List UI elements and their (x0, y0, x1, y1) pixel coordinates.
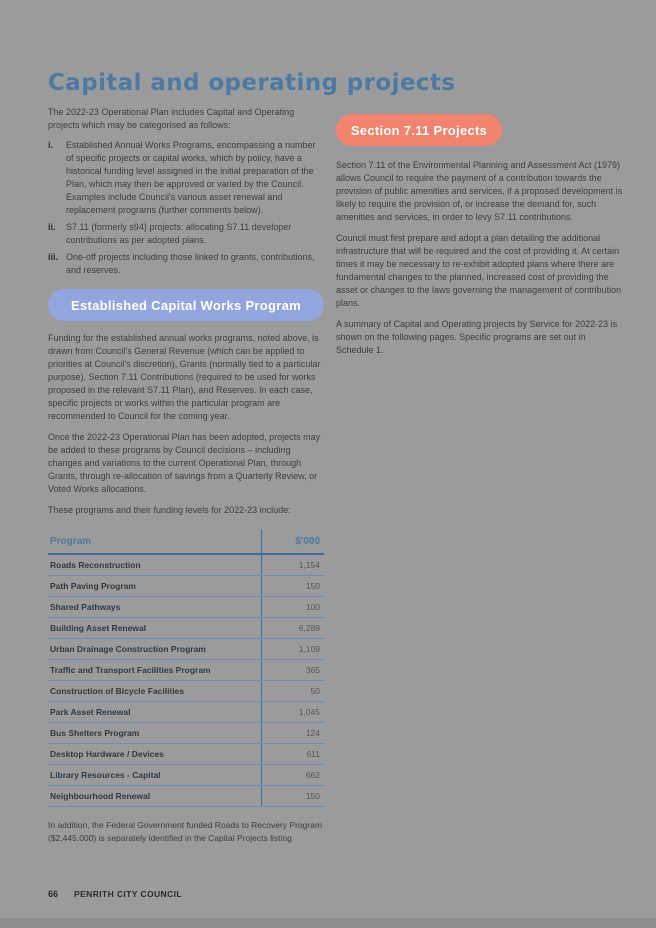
program-name: Traffic and Transport Facilities Program (50, 665, 211, 675)
list-item (48, 221, 324, 247)
program-name: Roads Reconstruction (50, 560, 141, 570)
program-name: Construction of Bicycle Facilities (50, 686, 185, 696)
table-header-amount: $'000 (261, 529, 324, 553)
program-amount: 365 (261, 660, 324, 680)
table-row (48, 744, 324, 765)
table-header-row (48, 529, 324, 555)
table-row (48, 555, 324, 576)
footer-org-name: PENRITH CITY COUNCIL (74, 889, 182, 899)
program-amount: 124 (261, 723, 324, 743)
table-row (48, 618, 324, 639)
badge-label: Section 7.11 Projects (350, 122, 488, 138)
table-header-program: Program (50, 535, 92, 547)
roads-to-recovery-note: In addition, the Federal Government funded Roads to Recovery Program ($2,445,000) is separately identified in the Capital Projects listing (48, 820, 323, 843)
adoption-paragraph: Once the 2022-23 Operational Plan has been adopted, projects may be added to these programs by Council decisions – including changes and variations to the current Operational Plan, through Grants, through re-allocation of savings from a Quarterly Review, or Voted Works allocations. (48, 432, 321, 494)
list-item-text: One-off projects including those linked to grants, contributions, and reserves. (66, 252, 315, 275)
established-capital-works-badge (48, 289, 324, 321)
right-column (336, 114, 624, 357)
program-name: Library Resources - Capital (50, 770, 161, 780)
table-row (48, 723, 324, 744)
footer-page-number: 66 (48, 889, 59, 899)
program-amount: 1,154 (261, 555, 324, 575)
intro-paragraph: The 2022-23 Operational Plan includes Capital and Operating projects which may be categorised as follows: (48, 107, 295, 130)
program-amount: 50 (261, 681, 324, 701)
table-row (48, 660, 324, 681)
page-footer (48, 889, 182, 899)
table-row (48, 639, 324, 660)
funding-paragraph: Funding for the established annual works programs, noted above, is drawn from Council's General Revenue (which can be applied to priorities at Council's discretion), Grants (normally tied to a particular purpose), Section 7.11 Contributions (required to be used for works proposed in the relevant S7.11 Plan), and Reserves. In each case, specific projects or works within the particular program are recommended to Council for the coming year. (48, 333, 321, 421)
section-711-projects-badge (336, 114, 502, 146)
table-row (48, 597, 324, 618)
program-amount: 1,109 (261, 639, 324, 659)
table-row (48, 576, 324, 597)
left-column (48, 106, 324, 844)
table-lead-in: These programs and their funding levels for 2022-23 include: (48, 505, 291, 515)
s711-plan-paragraph: Council must first prepare and adopt a plan detailing the additional infrastructure that will be required and the cost of providing it. At certain times it may be necessary to re-exhibit adopted plans where there are fundamental changes to the planned, increased cost of providing the asset or changes to the laws governing the management of contribution plans. (336, 233, 622, 308)
roman-numeral: ii. (48, 222, 56, 232)
program-name: Desktop Hardware / Devices (50, 749, 164, 759)
table-row (48, 786, 324, 807)
s711-act-paragraph: Section 7.11 of the Environmental Planning and Assessment Act (1979) allows Council to require the payment of a contribution towards the provision of public amenities and services, if a proposed development is likely to require the provision of, or increase the demand for, such amenities and services, in order to levy S7.11 contributions. (336, 160, 623, 222)
program-amount: 150 (261, 786, 324, 806)
badge-label: Established Capital Works Program (71, 297, 301, 313)
table-row (48, 765, 324, 786)
program-name: Urban Drainage Construction Program (50, 644, 206, 654)
summary-paragraph: A summary of Capital and Operating projects by Service for 2022-23 is shown on the following pages. Specific programs are set out in Schedule 1. (336, 319, 618, 355)
program-name: Building Asset Renewal (50, 623, 147, 633)
bottom-edge (0, 918, 656, 928)
program-amount: 150 (261, 576, 324, 596)
program-name: Path Paving Program (50, 581, 136, 591)
program-name: Neighbourhood Renewal (50, 791, 151, 801)
table-row (48, 702, 324, 723)
roman-numeral: i. (48, 140, 54, 150)
program-name: Shared Pathways (50, 602, 121, 612)
programs-table (48, 529, 324, 807)
program-amount: 662 (261, 765, 324, 785)
list-item (48, 251, 324, 277)
list-item-text: Established Annual Works Programs, encompassing a number of specific projects or capital works, which by policy, have a historical funding level assigned in the initial preparation of the Plan, which may then be approved or varied by the Council. Examples include Council's various asset renewal and replacement programs (further comments below). (66, 140, 316, 215)
program-amount: 611 (261, 744, 324, 764)
program-amount: 100 (261, 597, 324, 617)
program-amount: 6,289 (261, 618, 324, 638)
page-title: Capital and operating projects (48, 70, 456, 96)
list-item-text: S7.11 (formerly s94) projects: allocating S7.11 developer contributions as per adopted plans. (66, 222, 292, 245)
program-amount: 1,045 (261, 702, 324, 722)
table-body (48, 555, 324, 807)
program-name: Park Asset Renewal (50, 707, 131, 717)
project-category-list (48, 139, 324, 277)
roman-numeral: iii. (48, 252, 59, 262)
program-name: Bus Shelters Program (50, 728, 140, 738)
list-item (48, 139, 324, 217)
table-row (48, 681, 324, 702)
